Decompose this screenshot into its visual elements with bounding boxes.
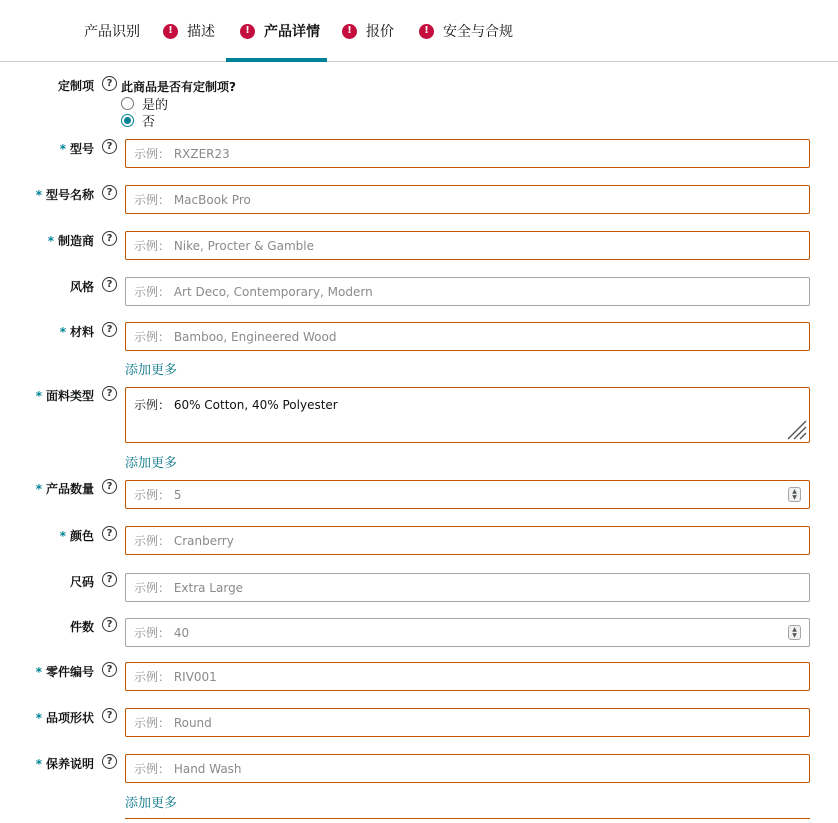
- add-more-care-link[interactable]: 添加更多: [125, 796, 178, 811]
- color-label: 颜色: [69, 529, 94, 543]
- help-icon[interactable]: ?: [102, 139, 117, 154]
- help-icon[interactable]: ?: [102, 185, 117, 200]
- add-more-fabric-link[interactable]: 添加更多: [125, 456, 178, 471]
- customization-label: 定制项: [57, 79, 94, 93]
- model-number-label-group: [0, 140, 117, 158]
- help-icon[interactable]: ?: [102, 572, 117, 587]
- manufacturer-label: 制造商: [57, 234, 94, 248]
- tab-label: 产品识别: [84, 24, 140, 40]
- input-placeholder: 示例： Extra Large: [134, 581, 244, 595]
- help-icon[interactable]: ?: [102, 662, 117, 677]
- help-icon[interactable]: ?: [102, 479, 117, 494]
- resize-handle-icon[interactable]: [785, 418, 807, 440]
- piece-count-label: 件数: [69, 620, 94, 634]
- spinner-icon[interactable]: ▲ ▼: [788, 625, 801, 640]
- required-mark: *: [35, 710, 42, 725]
- tab-offer[interactable]: [342, 0, 394, 62]
- required-mark: *: [35, 481, 42, 496]
- style-input[interactable]: [125, 277, 810, 306]
- required-mark: *: [35, 664, 42, 679]
- input-placeholder: 示例： 40: [134, 626, 190, 640]
- help-icon[interactable]: ?: [102, 386, 117, 401]
- radio-button-checked[interactable]: [121, 114, 134, 127]
- item-shape-input[interactable]: [125, 708, 810, 737]
- size-label-group: [0, 573, 117, 591]
- size-label: 尺码: [69, 575, 94, 589]
- input-placeholder: 示例： 60% Cotton, 40% Polyester: [134, 398, 338, 412]
- add-more-material-link[interactable]: 添加更多: [125, 363, 178, 378]
- tab-safety-compliance[interactable]: [419, 0, 513, 62]
- required-mark: *: [35, 388, 42, 403]
- fabric-type-label-group: [0, 387, 117, 405]
- tab-label: 报价: [366, 24, 394, 40]
- color-label-group: [0, 527, 117, 545]
- model-number-input[interactable]: [125, 139, 810, 168]
- item-shape-label: 品项形状: [45, 711, 94, 725]
- next-field-edge: [125, 818, 810, 823]
- input-placeholder: 示例： 5: [134, 488, 182, 502]
- part-number-label: 零件编号: [45, 665, 94, 679]
- model-name-label: 型号名称: [45, 188, 94, 202]
- input-placeholder: 示例： Nike, Procter & Gamble: [134, 239, 314, 253]
- error-icon: !: [342, 24, 357, 39]
- style-label-group: [0, 278, 117, 296]
- size-input[interactable]: [125, 573, 810, 602]
- quantity-label-group: [0, 480, 117, 498]
- model-name-input[interactable]: [125, 185, 810, 214]
- tab-label: 安全与合规: [443, 24, 513, 40]
- help-icon[interactable]: ?: [102, 322, 117, 337]
- fabric-type-textarea[interactable]: [125, 387, 810, 443]
- help-icon[interactable]: ?: [102, 76, 117, 91]
- radio-option-no[interactable]: [121, 111, 155, 130]
- input-placeholder: 示例： Round: [134, 716, 212, 730]
- tab-bar: [0, 0, 838, 62]
- material-label-group: [0, 323, 117, 341]
- manufacturer-input[interactable]: [125, 231, 810, 260]
- input-placeholder: 示例： Bamboo, Engineered Wood: [134, 330, 337, 344]
- manufacturer-label-group: [0, 232, 117, 250]
- help-icon[interactable]: ?: [102, 754, 117, 769]
- material-label: 材料: [69, 325, 94, 339]
- error-icon: !: [163, 24, 178, 39]
- model-name-label-group: [0, 186, 117, 204]
- help-icon[interactable]: ?: [102, 277, 117, 292]
- part-number-label-group: [0, 663, 117, 681]
- customization-label-group: [0, 77, 117, 95]
- error-icon: !: [419, 24, 434, 39]
- input-placeholder: 示例： RIV001: [134, 670, 217, 684]
- help-icon[interactable]: ?: [102, 526, 117, 541]
- input-placeholder: 示例： MacBook Pro: [134, 193, 251, 207]
- radio-button[interactable]: [121, 97, 134, 110]
- input-placeholder: 示例： RXZER23: [134, 147, 230, 161]
- required-mark: *: [59, 141, 66, 156]
- fabric-type-label: 面料类型: [45, 389, 94, 403]
- model-number-label: 型号: [69, 142, 94, 156]
- care-label-group: [0, 755, 117, 773]
- part-number-input[interactable]: [125, 662, 810, 691]
- required-mark: *: [47, 233, 54, 248]
- care-label: 保养说明: [45, 757, 94, 771]
- input-placeholder: 示例： Art Deco, Contemporary, Modern: [134, 285, 373, 299]
- required-mark: *: [35, 187, 42, 202]
- tab-label: 产品详情: [264, 24, 320, 40]
- quantity-label: 产品数量: [45, 482, 94, 496]
- style-label: 风格: [69, 280, 94, 294]
- help-icon[interactable]: ?: [102, 231, 117, 246]
- customization-question: 此商品是否有定制项?: [121, 80, 236, 94]
- material-input[interactable]: [125, 322, 810, 351]
- tab-label: 描述: [187, 24, 215, 40]
- tab-description[interactable]: [163, 0, 215, 62]
- required-mark: *: [59, 528, 66, 543]
- error-icon: !: [240, 24, 255, 39]
- tab-product-details[interactable]: [240, 0, 320, 62]
- required-mark: *: [35, 756, 42, 771]
- piece-count-stepper[interactable]: [125, 618, 810, 647]
- quantity-stepper[interactable]: [125, 480, 810, 509]
- item-shape-label-group: [0, 709, 117, 727]
- radio-label: 否: [142, 115, 156, 130]
- required-mark: *: [59, 324, 66, 339]
- input-placeholder: 示例： Hand Wash: [134, 762, 242, 776]
- help-icon[interactable]: ?: [102, 708, 117, 723]
- radio-label: 是的: [142, 98, 169, 113]
- spinner-icon[interactable]: ▲ ▼: [788, 487, 801, 502]
- active-tab-indicator: [226, 58, 327, 62]
- color-input[interactable]: [125, 526, 810, 555]
- input-placeholder: 示例： Cranberry: [134, 534, 234, 548]
- care-instructions-input[interactable]: [125, 754, 810, 783]
- help-icon[interactable]: ?: [102, 617, 117, 632]
- piece-count-label-group: [0, 618, 117, 636]
- tab-product-identity[interactable]: [84, 0, 140, 62]
